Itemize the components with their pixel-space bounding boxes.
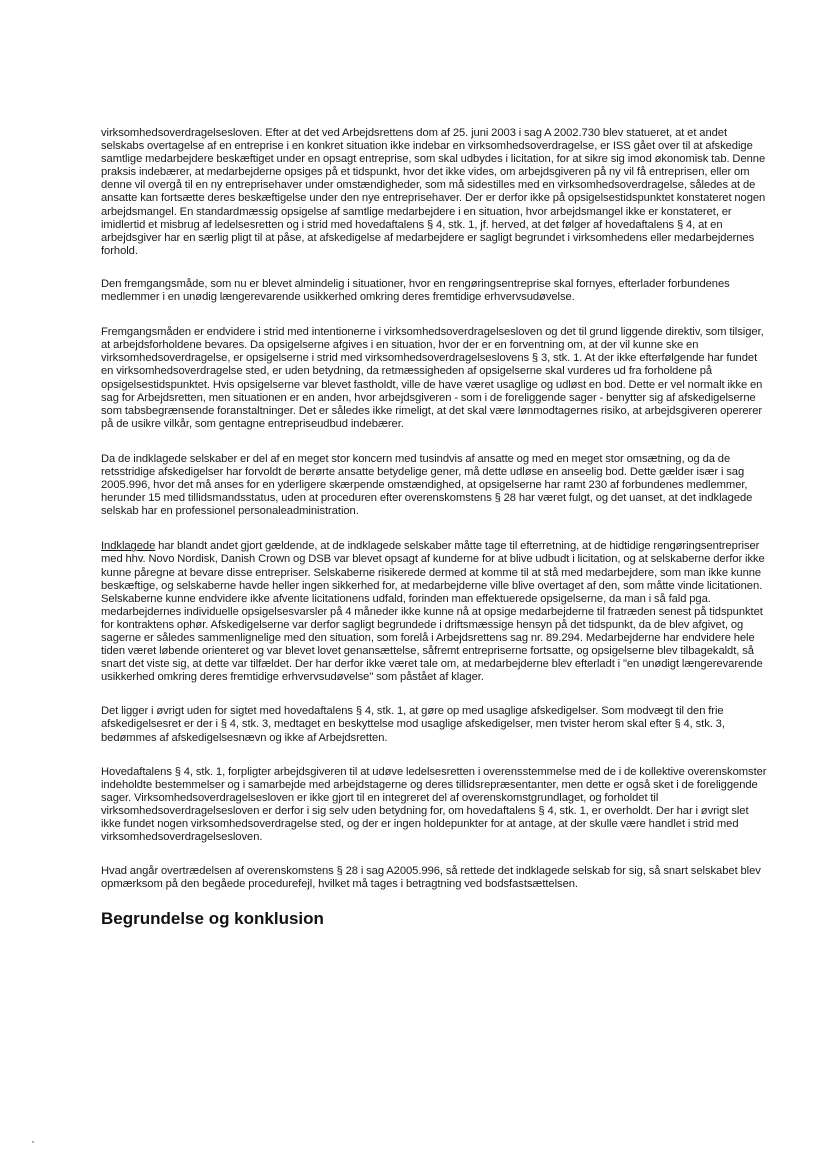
paragraph-2: Den fremgangsmåde, som nu er blevet almindelig i situationer, hvor en rengøringsentreprise skal fornyes, efterlader forbundenes medlemmer i en unødig længerevarende usikkerhed omkring deres fremtidige erhvervsudøvelse.: [101, 277, 730, 304]
respondent-label: Indklagede: [101, 540, 156, 553]
paragraph-8: Hvad angår overtrædelsen af overenskomstens § 28 i sag A2005.996, så rettede det indklagede selskab for sig, så snart selskabet blev opmærksom på den begåede procedurefejl, hvilket må tages i betragtning ved bodsfastsættelsen.: [101, 865, 761, 891]
paragraph-5: [101, 540, 769, 684]
document-body: [101, 127, 769, 929]
scan-speck: [32, 1141, 34, 1143]
paragraph-6: Det ligger i øvrigt uden for sigtet med hovedaftalens § 4, stk. 1, at gøre op med usaglige afskedigelser. Som modvægt til den frie afskedigelsesret er der i § 4, stk. 3, medtaget en beskyttelse mod usaglige afskedigelser, men tvister herom skal efter § 4, stk. 3, bedømmes af afskedigelsesnævn og ikke af Arbejdsretten.: [101, 705, 725, 744]
paragraph-3: Fremgangsmåden er endvidere i strid med intentionerne i virksomhedsoverdragelsesloven og det til grund liggende direktiv, som tilsiger, at arbejdsforholdene bevares. Da opsigelserne afgives i en situation, hvor der er en forventning om, at der vil kunne ske en virksomhedsoverdragelse, er opsigelserne i strid med virksomhedsoverdragelseslovens § 3, stk. 1. At der ikke efterfølgende har fundet en virksomhedsoverdragelse sted, er uden betydning, da retmæssigheden af opsigelserne skal vurderes ud fra forholdene på opsigelsestidspunktet. Hvis opsigelserne var blevet fastholdt, ville de have været usaglige og udløst en bod. Dette er vel normalt ikke en sag for Arbejdsretten, men situationen er en anden, hvor arbejdsgiveren - som i de foreliggende sager - benytter sig af afskedigelserne som tabsbegrænsende foranstaltninger. Det er således ikke rimeligt, at det skal være lønmodtagernes risiko, at arbejdsgiveren opererer på de usikre vilkår, som gentagne entrepriseudbud indebærer.: [101, 326, 764, 430]
paragraph-4: Da de indklagede selskaber er del af en meget stor koncern med tusindvis af ansatte og med en meget stor omsætning, og da de retsstridige afskedigelser har forvoldt de berørte ansatte betydelige gener, må dette udløse en anseelig bod. Dette gælder især i sag 2005.996, hvor det må anses for en yderligere skærpende omstændighed, at opsigelserne har ramt 230 af forbundenes medlemmer, herunder 15 med tillidsmandsstatus, uden at proceduren efter overenskomstens § 28 har været fulgt, og det uanset, at det indklagede selskab har en professionel personaleadministration.: [101, 452, 753, 518]
paragraph-5-text: har blandt andet gjort gældende, at de indklagede selskaber måtte tage til efterretning, at de hidtidige rengøringsentrepriser med hhv. Novo Nordisk, Danish Crown og DSB var blevet opsagt af kunderne for at blive udbudt i licitation, og at selskaberne derfor ikke kunne påregne at bevare disse entrepriser. Selskaberne risikerede dermed at komme til at stå med medarbejdere, som man ikke kunne beskæftige, og selskaberne havde heller ingen sikkerhed for, at medarbejderne ville blive overtaget af den, som måtte vinde licitationen. Selskaberne kunne endvidere ikke afvente licitationens udfald, forinden man effektuerede opsigelserne, da man i så fald pga. medarbejdernes individuelle opsigelsesvarsler på 4 måneder ikke kunne nå at opsige medarbejderne til fratræden senest på tidspunktet for kontraktens ophør. Afskedigelserne var derfor sagligt begrundede i driftsmæssige hensyn på det tidspunkt, da de blev afgivet, og sagerne er således sammenlignelige med den situation, som forelå i Arbejdsrettens sag nr. 89.294. Medarbejderne har endvidere hele tiden været løbende orienteret og var blevet lovet genansættelse, såfremt entrepriserne fortsatte, og opsigelserne blev tilbagekaldt, så snart det viste sig, at dette var tilfældet. Der har derfor ikke været tale om, at medarbejderne blev efterladt i "en unødigt længerevarende usikkerhed omkring deres fremtidige erhvervsudøvelse" som påstået af klager.: [101, 540, 765, 684]
paragraph-7: Hovedaftalens § 4, stk. 1, forpligter arbejdsgiveren til at udøve ledelsesretten i overensstemmelse med de i de kollektive overenskomster indeholdte bestemmelser og i samarbejde med arbejdstagerne og deres tillidsrepræsentanter, men dette er også sket i de foreliggende sager. Virksomhedsoverdragelsesloven er ikke gjort til en integreret del af overenskomstgrundlaget, og forholdet til virksomhedsoverdragelsesloven er derfor i sig selv uden betydning for, om hovedaftalens § 4, stk. 1, er overholdt. Der har i øvrigt slet ikke fundet nogen virksomhedsoverdragelse sted, og der er ingen holdepunkter for at antage, at der skulle være handlet i strid med virksomhedsoverdragelsesloven.: [101, 765, 767, 844]
section-heading: Begrundelse og konklusion: [101, 909, 324, 929]
paragraph-1: virksomhedsoverdragelsesloven. Efter at det ved Arbejdsrettens dom af 25. juni 2003 i sag A 2002.730 blev statueret, at et andet selskabs overtagelse af en entreprise i en konkret situation ikke indebar en virksomhedsoverdragelse, er ISS gået over til at afskedige samtlige medarbejdere beskæftiget under en opsagt entreprise, som skal udbydes i licitation, for at sikre sig imod økonomisk tab. Denne praksis indebærer, at medarbejderne opsiges på et tidspunkt, hvor det ikke vides, om arbejdsgiveren på ny vil få entreprisen, eller om denne vil overgå til en ny entreprisehaver under omstændigheder, som må sidestilles med en virksomhedsoverdragelse, således at de ansatte kan fortsætte deres beskæftigelse under den nye entreprisehaver. Der er derfor ikke på opsigelsestidspunktet konstateret nogen arbejdsmangel. En standardmæssig opsigelse af samtlige medarbejdere i en situation, hvor arbejdsmangel ikke er konstateret, er imidlertid et misbrug af ledelsesretten og i strid med hovedaftalens § 4, stk. 1, jf. herved, at det følger af hovedaftalens § 4, at en arbejdsgiver har en særlig pligt til at påse, at afskedigelse af medarbejdere er sagligt begrundet i virksomhedens eller medarbejdernes forhold.: [101, 127, 766, 257]
